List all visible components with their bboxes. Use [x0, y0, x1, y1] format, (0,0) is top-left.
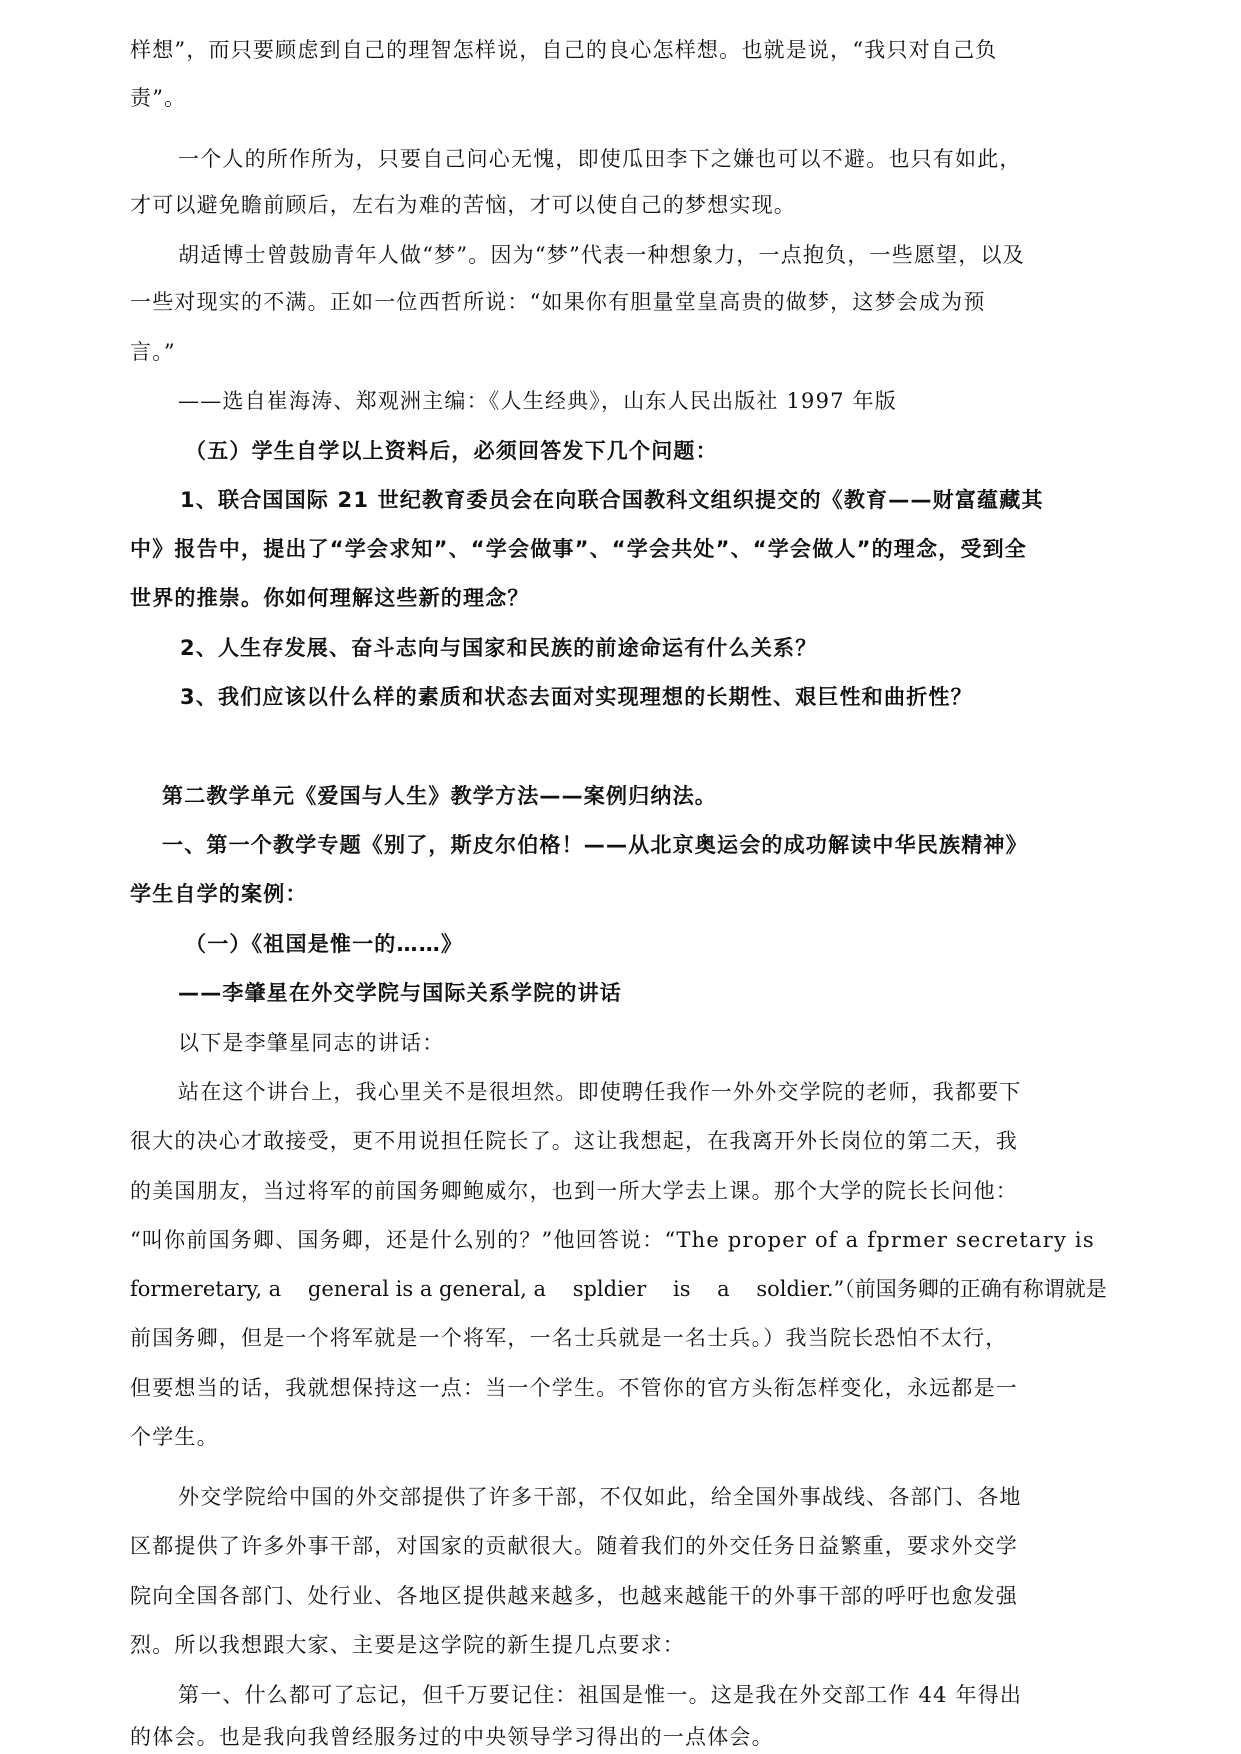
text-line: 以下是李肇星同志的讲话：: [178, 1031, 445, 1055]
topic-heading: 学生自学的案例：: [130, 882, 308, 906]
topic-heading: 一、第一个教学专题《别了，斯皮尔伯格！——从北京奥运会的成功解读中华民族精神》: [162, 833, 1028, 857]
text-line: formeretary, a general is a general, a spldier is a soldier.”（前国务卿的正确有称谓就是: [130, 1277, 1107, 1301]
text-line: 一些对现实的不满。正如一位西哲所说：“如果你有胆量堂皇高贵的做梦，这梦会成为预: [130, 290, 986, 314]
text-line: 外交学院给中国的外交部提供了许多干部，不仅如此，给全国外事战线、各部门、各地: [178, 1485, 1022, 1509]
text-line: 才可以避免瞻前顾后，左右为难的苦恼，才可以使自己的梦想实现。: [130, 193, 796, 217]
question-1-line: 世界的推崇。你如何理解这些新的理念？: [130, 586, 530, 610]
question-1-line: 中》报告中，提出了“学会求知”、“学会做事”、“学会共处”、“学会做人”的理念，受到全: [130, 537, 1028, 561]
text-line: 个学生。: [130, 1425, 219, 1449]
text-line: 区都提供了许多外事干部，对国家的贡献很大。随着我们的外交任务日益繁重，要求外交学: [130, 1534, 1018, 1558]
section-heading: （五）学生自学以上资料后，必须回答发下几个问题：: [185, 439, 718, 463]
case-subtitle: ——李肇星在外交学院与国际关系学院的讲话: [178, 981, 622, 1005]
text-line: 烈。所以我想跟大家、主要是这学院的新生提几点要求：: [130, 1633, 685, 1657]
unit-heading: 第二教学单元《爱国与人生》教学方法——案例归纳法。: [162, 784, 717, 808]
text-line: 院向全国各部门、处行业、各地区提供越来越多，也越来越能干的外事干部的呼吁也愈发强: [130, 1584, 1018, 1608]
text-line: 责”。: [130, 86, 187, 110]
text-line: 的美国朋友，当过将军的前国务卿鲍威尔，也到一所大学去上课。那个大学的院长长问他：: [130, 1179, 1018, 1203]
text-line: 站在这个讲台上，我心里关不是很坦然。即使聘任我作一外外交学院的老师，我都要下: [178, 1080, 1022, 1104]
text-line: 言。”: [130, 340, 176, 364]
text-line: 样想”，而只要顾虑到自己的理智怎样说，自己的良心怎样想。也就是说，“我只对自己负: [130, 38, 998, 62]
citation-line: ——选自崔海涛、郑观洲主编：《人生经典》，山东人民出版社 1997 年版: [178, 389, 897, 413]
text-line: 但要想当的话，我就想保持这一点：当一个学生。不管你的官方头衔怎样变化，永远都是一: [130, 1376, 1018, 1400]
case-title: （一）《祖国是惟一的……》: [185, 932, 464, 956]
text-line: 很大的决心才敢接受，更不用说担任院长了。这让我想起，在我离开外长岗位的第二天，我: [130, 1129, 1018, 1153]
text-line: 第一、什么都可了忘记，但千万要记住：祖国是惟一。这是我在外交部工作 44 年得出: [178, 1683, 1023, 1707]
text-line: “叫你前国务卿、国务卿，还是什么别的？”他回答说：“The proper of a fprmer secretary is: [130, 1228, 1095, 1252]
text-line: 的体会。也是我向我曾经服务过的中央领导学习得出的一点体会。: [130, 1725, 774, 1749]
text-line: 胡适博士曾鼓励青年人做“梦”。因为“梦”代表一种想象力，一点抱负，一些愿望，以及: [178, 243, 1025, 267]
question-2-line: 2、人生存发展、奋斗志向与国家和民族的前途命运有什么关系？: [180, 636, 818, 660]
question-1-line: 1、联合国国际 21 世纪教育委员会在向联合国教科文组织提交的《教育——财富蕴藏其: [180, 488, 1044, 512]
text-line: 一个人的所作所为，只要自己问心无愧，即使瓜田李下之嫌也可以不避。也只有如此，: [178, 147, 1022, 171]
question-3-line: 3、我们应该以什么样的素质和状态去面对实现理想的长期性、艰巨性和曲折性？: [180, 685, 973, 709]
text-line: 前国务卿，但是一个将军就是一个将军，一名士兵就是一名士兵。）我当院长恐怕不太行，: [130, 1326, 1008, 1350]
